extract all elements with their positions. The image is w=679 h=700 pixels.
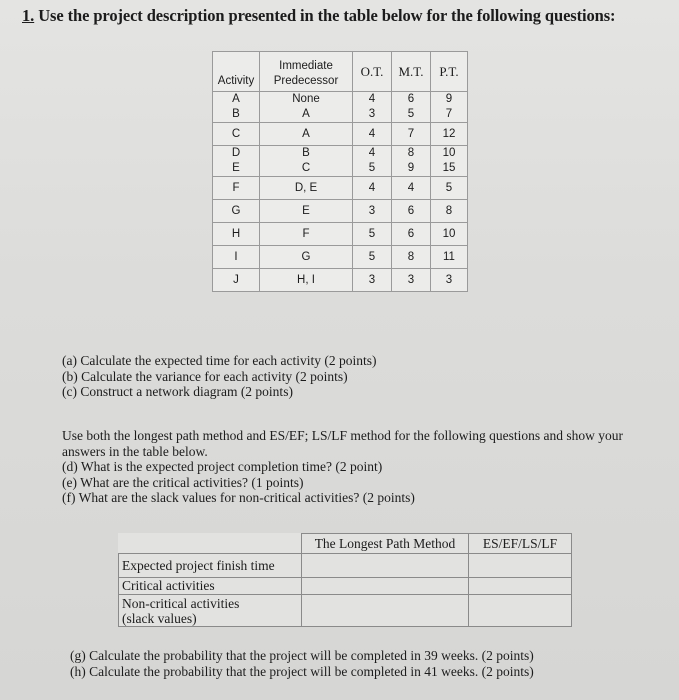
question-heading [22,6,615,26]
header-mt: M.T. [392,52,431,92]
cell-mt: 6 [392,200,431,223]
cell-pt: 12 [431,123,468,146]
header-predecessor: Immediate Predecessor [260,52,353,92]
cell-ot: 4 3 [353,92,392,123]
cell-pt: 8 [431,200,468,223]
question-g: (g) Calculate the probability that the project will be completed in 39 weeks. (2 points) [70,648,534,663]
cell-activity: D E [213,146,260,177]
cell-activity: G [213,200,260,223]
table-row [213,92,468,123]
cell-activity: I [213,246,260,269]
cell-activity: A B [213,92,260,123]
question-h: (h) Calculate the probability that the project will be completed in 41 weeks. (2 points) [70,663,534,679]
table-row [213,223,468,246]
table-row [213,200,468,223]
cell-ot: 4 [353,123,392,146]
cell-mt: 7 [392,123,431,146]
header-longest-path: The Longest Path Method [302,534,469,554]
cell-mt: 6 [392,223,431,246]
cell-predecessor: G [260,246,353,269]
cell-predecessor: E [260,200,353,223]
table-row [213,269,468,292]
cell-pt: 10 15 [431,146,468,177]
row-label-finish-time: Expected project finish time [119,554,302,578]
questions-part-2 [62,428,662,506]
cell-pt: 5 [431,177,468,200]
answer-cell[interactable] [469,578,572,595]
answer-cell[interactable] [469,595,572,627]
table-row [213,246,468,269]
cell-activity: H [213,223,260,246]
cell-predecessor: F [260,223,353,246]
cell-mt: 8 9 [392,146,431,177]
activity-table [212,51,468,292]
instructions-text: Use both the longest path method and ES/EF; LS/LF method for the following questions and show your answers in the table below. [62,428,623,459]
answer-cell[interactable] [302,578,469,595]
answer-table [118,533,572,627]
cell-mt: 8 [392,246,431,269]
cell-ot: 3 [353,200,392,223]
cell-predecessor: None A [260,92,353,123]
cell-pt: 3 [431,269,468,292]
table-row [213,123,468,146]
cell-ot: 4 [353,177,392,200]
cell-mt: 4 [392,177,431,200]
header-es-ef-ls-lf: ES/EF/LS/LF [469,534,572,554]
cell-ot: 5 [353,223,392,246]
cell-predecessor: H, I [260,269,353,292]
question-number: 1. [22,6,35,25]
cell-activity: C [213,123,260,146]
question-e: (e) What are the critical activities? (1 points) [62,474,304,490]
table-row [213,146,468,177]
cell-activity: J [213,269,260,292]
table-row [213,177,468,200]
cell-pt: 9 7 [431,92,468,123]
row-label-non-critical: Non-critical activities (slack values) [119,595,302,627]
cell-predecessor: A [260,123,353,146]
answer-cell[interactable] [302,595,469,627]
cell-ot: 4 5 [353,146,392,177]
questions-part-3 [70,648,534,679]
cell-mt: 3 [392,269,431,292]
table-row [119,595,572,627]
answer-cell[interactable] [469,554,572,578]
cell-predecessor: D, E [260,177,353,200]
answer-table-header [119,534,572,554]
cell-pt: 11 [431,246,468,269]
answer-cell[interactable] [302,554,469,578]
table-row [119,578,572,595]
questions-part-1 [62,353,377,400]
cell-ot: 5 [353,246,392,269]
answer-blank-corner [119,534,302,554]
header-activity: Activity [213,52,260,92]
header-pt: P.T. [431,52,468,92]
question-d: (d) What is the expected project completion time? (2 point) [62,459,383,474]
question-c: (c) Construct a network diagram (2 points) [62,384,293,399]
cell-pt: 10 [431,223,468,246]
row-label-critical: Critical activities [119,578,302,595]
cell-mt: 6 5 [392,92,431,123]
question-b: (b) Calculate the variance for each activity (2 points) [62,368,348,384]
question-heading-text: Use the project description presented in the table below for the following questions: [34,6,616,25]
question-a: (a) Calculate the expected time for each activity (2 points) [62,353,377,368]
activity-table-header [213,52,468,92]
cell-predecessor: B C [260,146,353,177]
question-f: (f) What are the slack values for non-critical activities? (2 points) [62,490,415,505]
cell-ot: 3 [353,269,392,292]
header-ot: O.T. [353,52,392,92]
cell-activity: F [213,177,260,200]
table-row [119,554,572,578]
